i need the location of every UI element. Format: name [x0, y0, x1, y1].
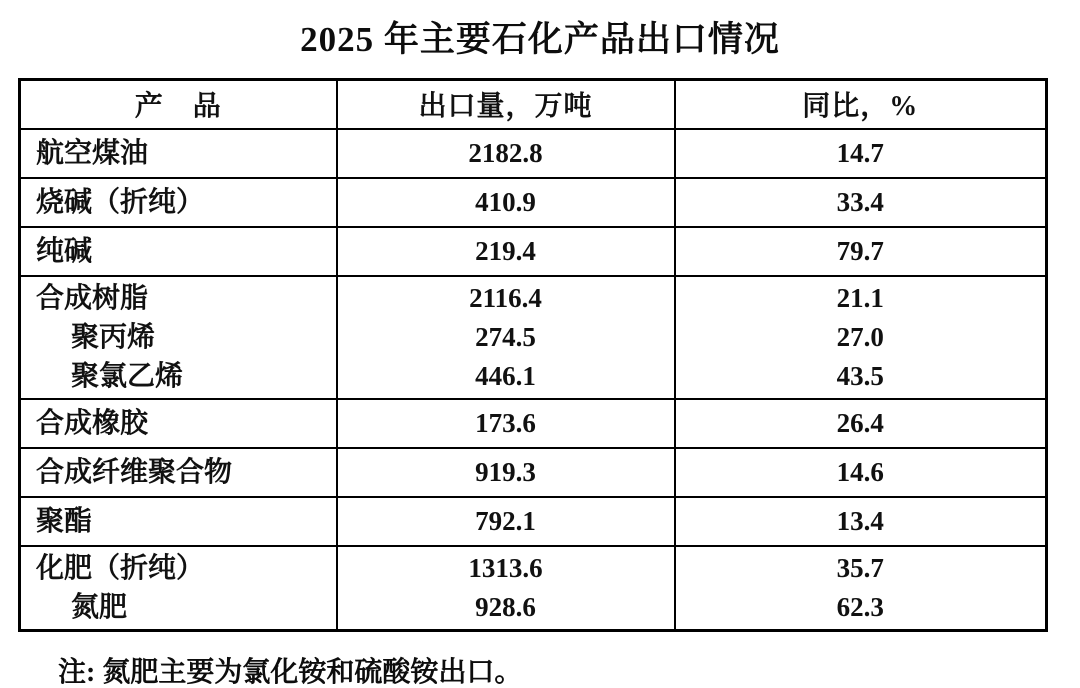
table-row	[20, 227, 1047, 276]
header-export-volume: 出口量，万吨	[337, 80, 675, 129]
product-name: 聚酯	[36, 505, 93, 537]
yoy-value-cell	[675, 276, 1047, 399]
export-volume-cell	[337, 227, 675, 276]
table-row	[20, 399, 1047, 448]
header-yoy: 同比，%	[675, 80, 1047, 129]
export-volume-cell	[337, 448, 675, 497]
product-name: 合成树脂	[36, 282, 149, 314]
product-name: 聚丙烯	[71, 321, 156, 353]
product-name-cell	[20, 276, 337, 399]
yoy-value: 26.4	[836, 407, 884, 438]
export-volume: 219.4	[475, 235, 536, 266]
product-name: 聚氯乙烯	[71, 360, 184, 392]
page-title: 2025 年主要石化产品出口情况	[300, 20, 780, 59]
yoy-value-cell	[675, 448, 1047, 497]
yoy-value: 33.4	[836, 186, 884, 217]
product-name-cell	[20, 448, 337, 497]
yoy-value: 21.1	[836, 282, 884, 313]
yoy-value: 62.3	[836, 591, 884, 622]
yoy-value: 27.0	[836, 321, 884, 352]
table-row	[20, 448, 1047, 497]
table-row	[20, 178, 1047, 227]
export-volume: 1313.6	[468, 552, 543, 583]
export-volume: 919.3	[475, 456, 536, 487]
export-volume: 792.1	[475, 505, 536, 536]
product-name-cell	[20, 497, 337, 546]
table-group-row	[20, 276, 1047, 399]
table-group-row	[20, 546, 1047, 631]
export-volume-cell	[337, 399, 675, 448]
footnote: 注: 氮肥主要为氯化铵和硫酸铵出口。	[58, 656, 523, 688]
product-name-cell	[20, 178, 337, 227]
product-name: 烧碱（折纯）	[36, 186, 205, 218]
yoy-value-cell	[675, 129, 1047, 178]
product-name: 化肥（折纯）	[36, 552, 205, 584]
yoy-value: 35.7	[836, 552, 884, 583]
export-volume-cell	[337, 546, 675, 631]
yoy-value: 14.6	[836, 456, 884, 487]
export-table	[18, 78, 1048, 632]
export-volume: 928.6	[475, 591, 536, 622]
export-volume: 274.5	[475, 321, 536, 352]
product-name-cell	[20, 227, 337, 276]
yoy-value-cell	[675, 546, 1047, 631]
export-volume: 2116.4	[469, 282, 542, 313]
yoy-value-cell	[675, 227, 1047, 276]
product-name: 纯碱	[36, 235, 93, 267]
table-header-row	[20, 80, 1047, 129]
yoy-value: 14.7	[836, 137, 884, 168]
export-volume: 410.9	[475, 186, 536, 217]
product-name: 合成纤维聚合物	[36, 456, 233, 488]
yoy-value-cell	[675, 178, 1047, 227]
yoy-value: 79.7	[836, 235, 884, 266]
yoy-value: 43.5	[836, 360, 884, 391]
export-volume-cell	[337, 129, 675, 178]
header-product: 产 品	[20, 80, 337, 129]
yoy-value-cell	[675, 497, 1047, 546]
product-name-cell	[20, 129, 337, 178]
export-volume-cell	[337, 497, 675, 546]
export-volume-cell	[337, 276, 675, 399]
product-name-cell	[20, 546, 337, 631]
export-volume: 173.6	[475, 407, 536, 438]
product-name: 航空煤油	[36, 137, 149, 169]
export-volume: 446.1	[475, 360, 536, 391]
table-row	[20, 497, 1047, 546]
product-name-cell	[20, 399, 337, 448]
yoy-value-cell	[675, 399, 1047, 448]
product-name: 合成橡胶	[36, 407, 149, 439]
export-volume: 2182.8	[468, 137, 543, 168]
product-name: 氮肥	[71, 591, 128, 623]
yoy-value: 13.4	[836, 505, 884, 536]
export-volume-cell	[337, 178, 675, 227]
table-row	[20, 129, 1047, 178]
